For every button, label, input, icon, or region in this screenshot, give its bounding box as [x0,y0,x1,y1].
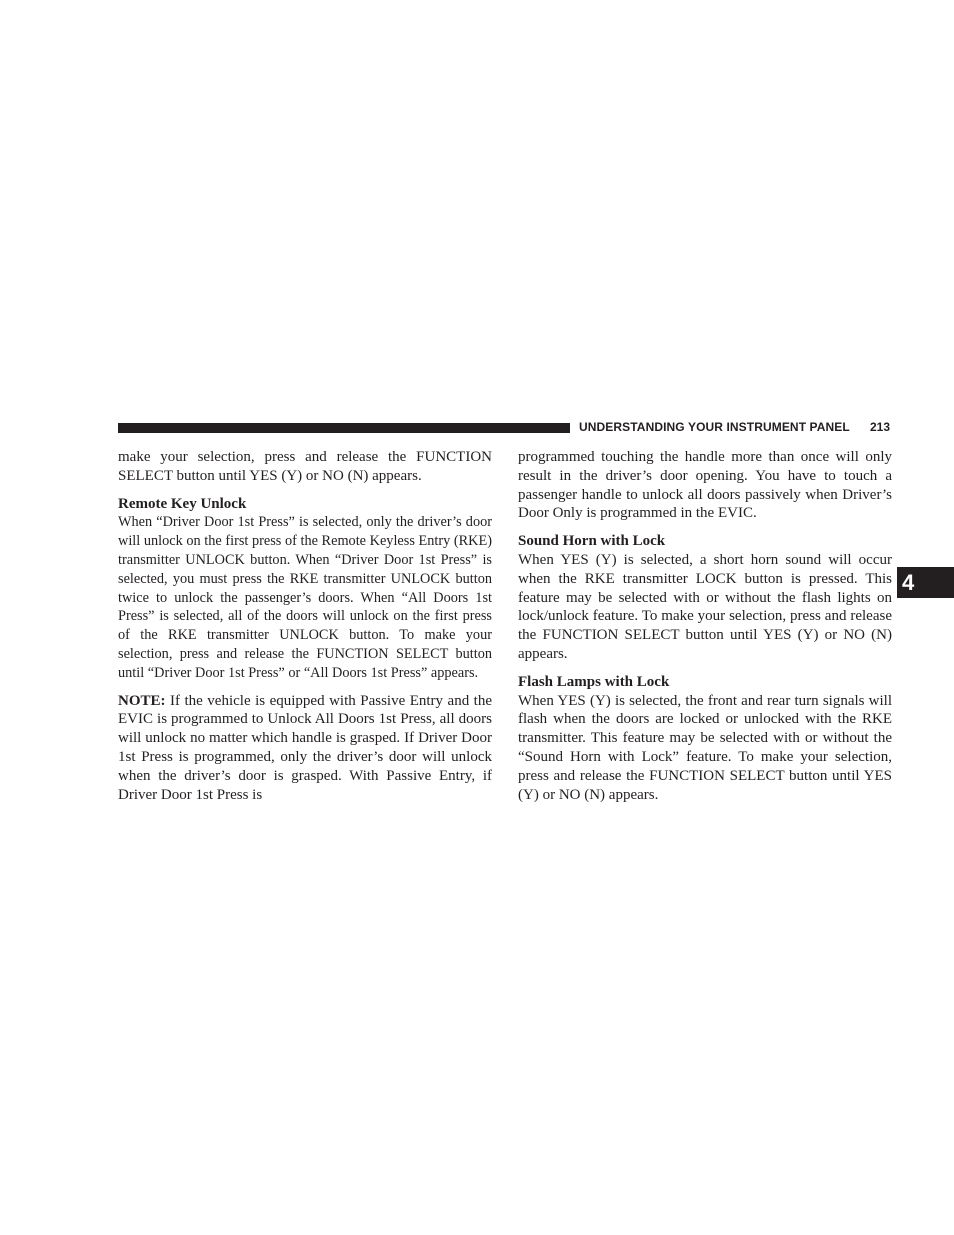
page-number: 213 [870,420,891,434]
flash-lamps-with-lock-heading: Flash Lamps with Lock [518,673,670,690]
chapter-tab: 4 [897,567,954,598]
sound-horn-with-lock-heading: Sound Horn with Lock [518,533,666,550]
header-rule [118,423,570,433]
remote-key-unlock-heading: Remote Key Unlock [118,495,247,512]
note-label: NOTE: [118,692,166,709]
note-body: If the vehicle is equipped with Passive Entry and the EVIC is programmed to Unlock All Doors 1st Press, all doors will unlock no matter which handle is grasped. If Driver Door 1st Press is programmed, only the driver’s door will unlock when the driver’s door is grasped. With Passive Entry, if Driver Door 1st Press is [118,692,493,803]
left-column [118,448,492,813]
running-header-title: UNDERSTANDING YOUR INSTRUMENT PANEL [579,420,850,434]
remote-key-unlock-body: When “Driver Door 1st Press” is selected, only the driver’s door will unlock on the first press of the Remote Keyless Entry (RKE) transmitter UNLOCK button. When “Driver Door 1st Press” is selected, you must press the RKE transmitter UNLOCK button twice to unlock the passenger’s doors. When “All Doors 1st Press” is selected, all of the doors will unlock on the first press of the RKE transmitter UNLOCK button. To make your selection, press and release the FUNCTION SELECT button until “Driver Door 1st Press” or “All Doors 1st Press” appears. [118,514,492,681]
note-paragraph [118,692,492,805]
right-column [518,448,892,813]
flash-lamps-with-lock-body: When YES (Y) is selected, the front and rear turn signals will flash when the doors are locked or unlocked with the RKE transmitter. This feature may be selected with or without the “Sound Horn with Lock” feature. To make your selection, press and release the FUNCTION SELECT button until YES (Y) or NO (N) appears. [518,692,892,803]
continuation-paragraph: programmed touching the handle more than once will only result in the driver’s door opening. You have to touch a passenger handle to unlock all doors passively when Driver’s Door Only is programmed in the EVIC. [518,449,892,522]
intro-paragraph: make your selection, press and release the FUNCTION SELECT button until YES (Y) or NO (N) appears. [118,449,492,484]
sound-horn-with-lock-body: When YES (Y) is selected, a short horn sound will occur when the RKE transmitter LOCK button is pressed. This feature may be selected with or without the flash lights on lock/unlock feature. To make your selection, press and release the FUNCTION SELECT button until YES (Y) or NO (N) appears. [518,551,892,662]
